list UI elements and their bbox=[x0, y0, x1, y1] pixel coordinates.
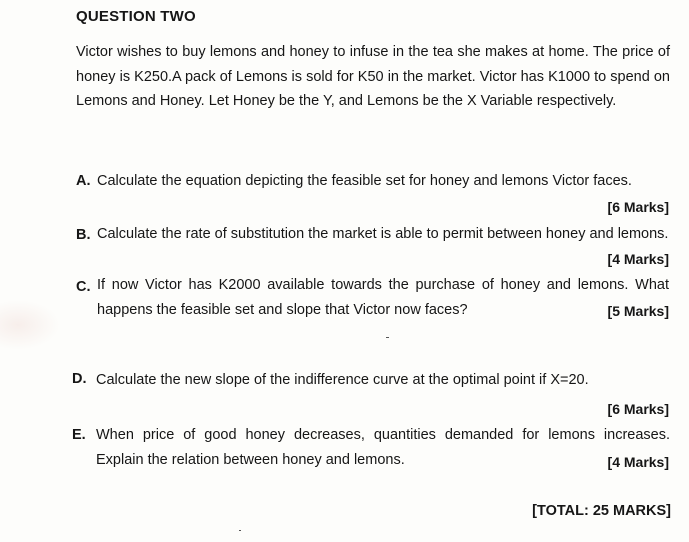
question-a-text: Calculate the equation depicting the feasible set for honey and lemons Victor faces. bbox=[97, 173, 632, 189]
stray-dot bbox=[239, 530, 241, 531]
question-e-marks: [4 Marks] bbox=[607, 454, 669, 470]
question-d-marks: [6 Marks] bbox=[607, 401, 669, 417]
question-b-text: Calculate the rate of substitution the market is able to permit between honey and lemons. bbox=[97, 226, 669, 242]
question-e-letter: E. bbox=[72, 427, 86, 443]
question-e-text: When price of good honey decreases, quantities demanded for lemons increases. Explain the relation between honey and lemons. bbox=[96, 427, 670, 468]
paper-smudge bbox=[0, 300, 60, 350]
question-c-text: If now Victor has K2000 available towards the purchase of honey and lemons. What happens the feasible set and slope that Victor now faces? bbox=[97, 277, 669, 318]
question-c-letter: C. bbox=[76, 279, 91, 295]
total-marks: [TOTAL: 25 MARKS] bbox=[532, 503, 671, 519]
question-d-letter: D. bbox=[72, 371, 87, 387]
question-b-letter: B. bbox=[76, 227, 91, 243]
stray-mark bbox=[386, 337, 389, 338]
question-d-text: Calculate the new slope of the indifference curve at the optimal point if X=20. bbox=[96, 372, 589, 388]
question-title: QUESTION TWO bbox=[76, 8, 196, 25]
question-intro: Victor wishes to buy lemons and honey to infuse in the tea she makes at home. The price of honey is K250.A pack of Lemons is sold for K50 in the market. Victor has K1000 to spend on Lemons and Honey. Let Honey be the Y, and Lemons be the X Variable respectively. bbox=[76, 44, 670, 109]
question-a-marks: [6 Marks] bbox=[607, 199, 669, 215]
question-b-marks: [4 Marks] bbox=[607, 251, 669, 267]
question-c-marks: [5 Marks] bbox=[607, 303, 669, 319]
question-a-letter: A. bbox=[76, 173, 91, 189]
